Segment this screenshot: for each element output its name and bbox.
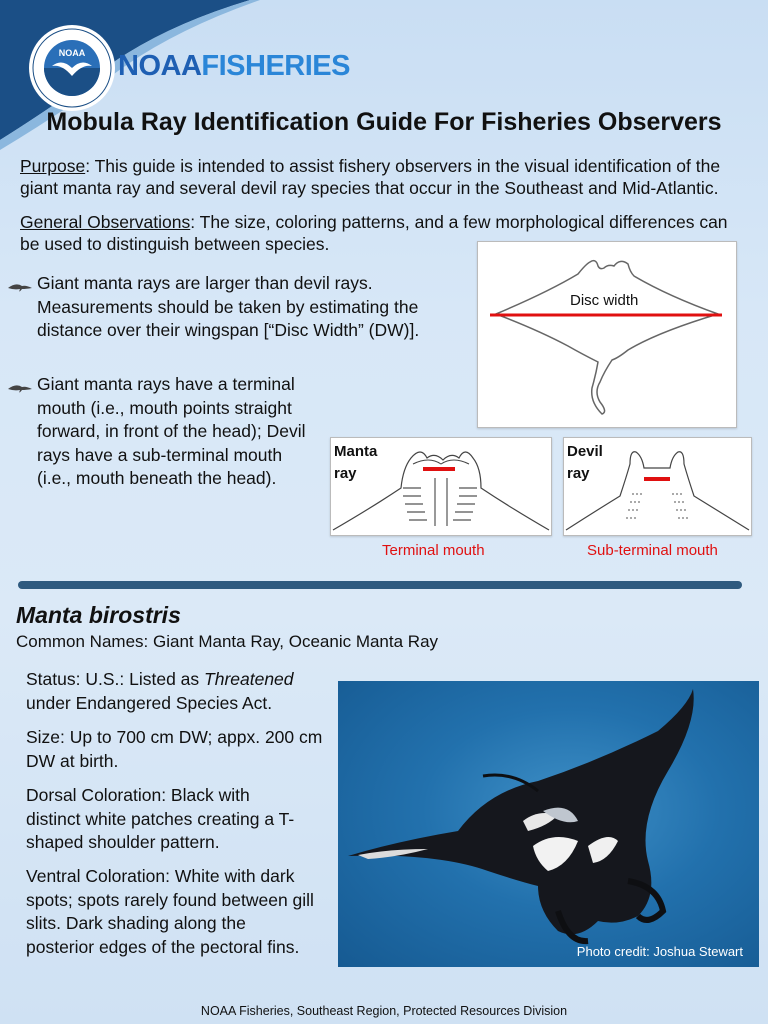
ray-bullet-icon xyxy=(8,383,32,395)
brand-wordmark: NOAAFISHERIES xyxy=(118,50,350,82)
bullet-disc-width: Giant manta rays are larger than devil rays. Measurements should be taken by estimating the distance over their wingspan [“Disc Width” (DW)]. xyxy=(37,273,420,340)
devil-ray-label: Devil ray xyxy=(567,443,603,482)
size-info: Size: Up to 700 cm DW; appx. 200 cm DW at birth. xyxy=(26,727,323,771)
disc-width-label: Disc width xyxy=(570,292,639,309)
ventral-coloration-info: Ventral Coloration: White with dark spots; spots rarely found between gill slits. Dark shading along the posterior edges of the pectoral fins. xyxy=(26,866,314,957)
manta-ray-label: Manta ray xyxy=(334,443,378,482)
photo-credit: Photo credit: Joshua Stewart xyxy=(576,944,743,959)
purpose-label: Purpose xyxy=(20,156,86,176)
species-name: Manta birostris xyxy=(16,602,181,628)
purpose-paragraph xyxy=(20,155,745,199)
manta-ray-photo xyxy=(338,681,759,967)
footer: NOAA Fisheries, Southeast Region, Protected Resources Division xyxy=(200,1004,568,1018)
general-label: General Observations xyxy=(20,212,191,232)
devil-mouth-diagram xyxy=(563,437,752,536)
bullet-mouth-position: Giant manta rays have a terminal mouth (i.e., mouth points straight forward, in front of the head); Devil rays have a sub-terminal mouth (i.e., mouth beneath the head). xyxy=(37,374,306,488)
page-title: Mobula Ray Identification Guide For Fisheries Observers xyxy=(46,108,722,136)
subterminal-mouth-caption: Sub-terminal mouth xyxy=(587,542,718,559)
purpose-text: : This guide is intended to assist fishery observers in the visual identification of the giant manta ray and several devil ray species that occur in the Southeast and Mid-Atlantic. xyxy=(20,156,721,198)
ray-bullet-icon xyxy=(8,282,32,294)
common-names: Common Names: Giant Manta Ray, Oceanic Manta Ray xyxy=(16,632,439,651)
dorsal-coloration-info: Dorsal Coloration: Black with distinct white patches creating a T-shaped shoulder pattern. xyxy=(26,785,295,852)
disc-width-diagram xyxy=(477,241,737,428)
section-divider xyxy=(18,581,742,589)
terminal-mouth-caption: Terminal mouth xyxy=(382,542,485,559)
manta-mouth-diagram xyxy=(330,437,552,536)
noaa-logo xyxy=(28,24,116,112)
svg-text:NOAA: NOAA xyxy=(58,48,86,58)
status-info: Status: U.S.: Listed as Threatened under Endangered Species Act. xyxy=(26,669,294,713)
general-text: : The size, coloring patterns, and a few morphological differences can be used to distinguish between species. xyxy=(20,212,728,254)
